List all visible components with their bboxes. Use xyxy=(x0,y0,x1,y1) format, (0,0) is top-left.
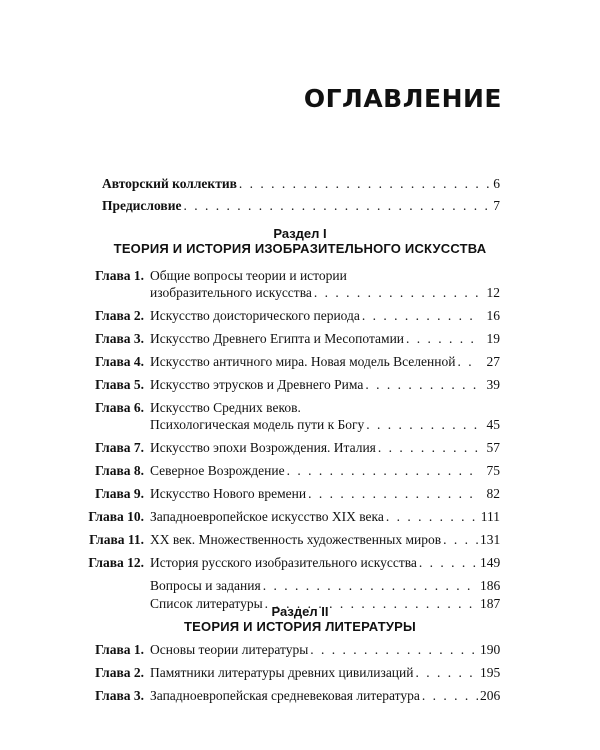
toc-chapter-entry[interactable] xyxy=(82,578,500,595)
chapter-page: 27 xyxy=(486,354,500,369)
chapter-title: Вопросы и задания xyxy=(150,578,261,593)
section-1-chapters xyxy=(82,268,500,613)
chapter-title: Памятники литературы древних цивилизаций xyxy=(150,665,414,680)
chapter-page: 12 xyxy=(486,285,500,300)
section-name: Раздел II xyxy=(271,604,329,619)
dot-leader xyxy=(183,198,491,214)
toc-chapter-entry[interactable] xyxy=(82,486,500,503)
chapter-label: Глава 1. xyxy=(95,268,144,283)
chapter-page: 149 xyxy=(480,555,501,570)
chapter-page: 39 xyxy=(486,377,500,392)
chapter-title: Искусство этрусков и Древнего Рима xyxy=(150,377,364,392)
toc-entry-preface[interactable] xyxy=(102,198,500,214)
dot-leader xyxy=(362,308,478,324)
chapter-label: Глава 9. xyxy=(95,486,144,501)
chapter-label: Глава 2. xyxy=(95,308,144,323)
chapter-page: 16 xyxy=(486,308,500,323)
chapter-label: Глава 12. xyxy=(88,555,144,570)
toc-chapter-entry[interactable] xyxy=(82,354,500,371)
toc-chapter-entry[interactable] xyxy=(82,532,500,549)
dot-leader xyxy=(406,331,478,347)
chapter-title: Западноевропейское искусство XIX века xyxy=(150,509,384,524)
chapter-title: История русского изобразительного искусства xyxy=(150,555,417,570)
toc-chapter-entry[interactable] xyxy=(82,688,500,705)
chapter-page: 19 xyxy=(486,331,500,346)
dot-leader xyxy=(366,417,478,433)
dot-leader xyxy=(263,578,478,594)
dot-leader xyxy=(239,176,491,192)
chapter-page: 187 xyxy=(480,596,501,611)
chapter-label: Глава 5. xyxy=(95,377,144,392)
chapter-page: 57 xyxy=(486,440,500,455)
chapter-page: 82 xyxy=(486,486,500,501)
chapter-label: Глава 8. xyxy=(95,463,144,478)
toc-chapter-entry[interactable] xyxy=(82,440,500,457)
dot-leader xyxy=(310,642,478,658)
chapter-page: 190 xyxy=(480,642,501,657)
chapter-page: 131 xyxy=(480,532,501,547)
chapter-page: 206 xyxy=(480,688,501,703)
chapter-label: Глава 11. xyxy=(89,532,144,547)
chapter-page: 186 xyxy=(480,578,501,593)
chapter-label: Глава 3. xyxy=(95,331,144,346)
chapter-title: Психологическая модель пути к Богу xyxy=(150,417,365,432)
chapter-title: Искусство Средних веков. xyxy=(150,400,301,415)
toc-chapter-entry[interactable] xyxy=(82,665,500,682)
toc-chapter-entry[interactable] xyxy=(82,377,500,394)
chapter-title: изобразительного искусства xyxy=(150,285,312,300)
chapter-title: Искусство античного мира. Новая модель Вселенной xyxy=(150,354,456,369)
dot-leader xyxy=(378,440,478,456)
dot-leader xyxy=(365,377,478,393)
toc-chapter-entry[interactable] xyxy=(82,400,500,434)
chapter-label: Глава 6. xyxy=(95,400,144,415)
chapter-title: Искусство Древнего Египта и Месопотамии xyxy=(150,331,405,346)
chapter-title: XX век. Множественность художественных миров xyxy=(150,532,442,547)
section-heading-1 xyxy=(60,226,540,256)
chapter-label: Глава 10. xyxy=(88,509,144,524)
dot-leader xyxy=(386,509,478,525)
section-2-chapters xyxy=(82,642,500,705)
page-title: ОГЛАВЛЕНИЕ xyxy=(303,84,502,113)
chapter-title: Основы теории литературы xyxy=(150,642,309,657)
dot-leader xyxy=(308,486,478,502)
chapter-title: Искусство Нового времени xyxy=(150,486,307,501)
entry-label: Авторский коллектив xyxy=(102,176,237,191)
toc-chapter-entry[interactable] xyxy=(82,555,500,572)
chapter-label: Глава 4. xyxy=(95,354,144,369)
entry-page: 6 xyxy=(493,176,500,191)
chapter-title: Западноевропейская средневековая литература xyxy=(150,688,420,703)
chapter-label: Глава 7. xyxy=(95,440,144,455)
toc-chapter-entry[interactable] xyxy=(82,268,500,302)
dot-leader xyxy=(415,665,478,681)
dot-leader xyxy=(457,354,478,370)
chapter-page: 111 xyxy=(480,509,500,524)
dot-leader xyxy=(419,555,478,571)
section-title: ТЕОРИЯ И ИСТОРИЯ ЛИТЕРАТУРЫ xyxy=(184,619,416,634)
dot-leader xyxy=(287,463,478,479)
toc-chapter-entry[interactable] xyxy=(82,642,500,659)
section-name: Раздел I xyxy=(273,226,327,241)
chapter-page: 75 xyxy=(486,463,500,478)
toc-chapter-entry[interactable] xyxy=(82,463,500,480)
chapter-title: Северное Возрождение xyxy=(150,463,285,478)
chapter-title: Искусство доисторического периода xyxy=(150,308,360,323)
toc-chapter-entry[interactable] xyxy=(82,509,500,526)
chapter-page: 45 xyxy=(486,417,500,432)
toc-chapter-entry[interactable] xyxy=(82,308,500,325)
chapter-label: Глава 3. xyxy=(95,688,144,703)
chapter-title: Список литературы xyxy=(150,596,263,611)
entry-page: 7 xyxy=(493,198,500,213)
chapter-label: Глава 2. xyxy=(95,665,144,680)
dot-leader xyxy=(443,532,478,548)
toc-chapter-entry[interactable] xyxy=(82,331,500,348)
entry-label: Предисловие xyxy=(102,198,182,213)
section-heading-2 xyxy=(60,604,540,634)
chapter-page: 195 xyxy=(480,665,501,680)
dot-leader xyxy=(422,688,478,704)
chapter-label: Глава 1. xyxy=(95,642,144,657)
section-title: ТЕОРИЯ И ИСТОРИЯ ИЗОБРАЗИТЕЛЬНОГО ИСКУССТВА xyxy=(113,241,487,256)
chapter-title: Искусство эпохи Возрождения. Италия xyxy=(150,440,376,455)
chapter-title: Общие вопросы теории и истории xyxy=(150,268,347,283)
toc-entry-authors[interactable] xyxy=(102,176,500,192)
dot-leader xyxy=(314,285,478,301)
